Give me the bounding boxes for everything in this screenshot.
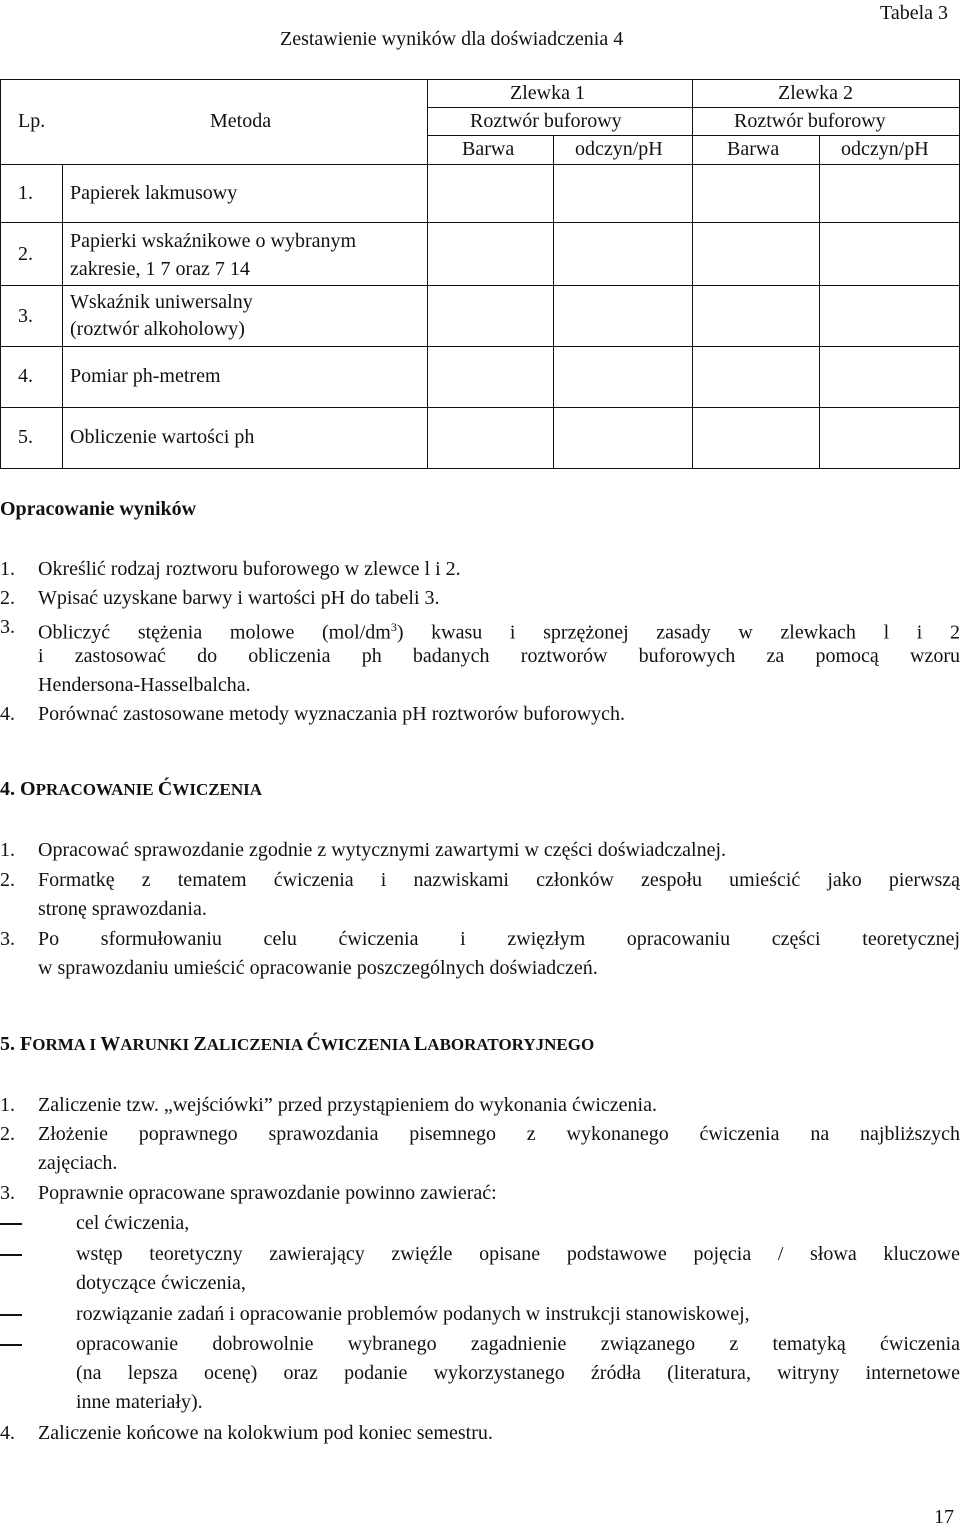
section-5-heading: 5. FORMA I WARUNKI ZALICZENIA ĆWICZENIA LABORATORYJNEGO [0,1033,595,1055]
item-text: Wpisać uzyskane barwy i wartości pH do tabeli 3. [38,587,440,609]
bullet-text-line2: (na lepsza ocenę) oraz podanie wykorzystanego źródła (literatura, witryny internetowe [76,1362,960,1384]
head-barwa2: Barwa [727,138,780,160]
page-number: 17 [934,1506,954,1528]
bullet-text-line1: opracowanie dobrowolnie wybranego zagadnienie związanego z tematyką ćwiczenia [76,1333,960,1355]
item-text-line1: Złożenie poprawnego sprawozdania pisemnego z wykonanego ćwiczenia na najbliższych [38,1123,960,1145]
opracowanie-item-3 [0,613,960,703]
item-text-line1: Formatkę z tematem ćwiczenia i nazwiskami członków zespołu umieścić jako pierwszą [38,869,960,891]
item-number: 3. [0,1182,15,1204]
row-1-lp: 1. [18,182,33,204]
bullet-text: cel ćwiczenia, [76,1212,190,1234]
dash-icon [0,1223,22,1225]
section-4-heading: 4. OPRACOWANIE ĆWICZENIA [0,778,263,800]
row-2-lp: 2. [18,243,33,265]
dash-icon [0,1254,22,1256]
head-lp: Lp. [18,110,46,132]
row-5-method: Obliczenie wartości ph [70,426,255,448]
item-text-line1: Obliczyć stężenia molowe $(mol/dm^3)$ kwasu i sprzężonej zasady w zlewkach l i 2 [38,620,960,644]
row-1-method: Papierek lakmusowy [70,182,238,204]
item-text: Zaliczenie końcowe na kolokwium pod koniec semestru. [38,1422,493,1444]
bullet-text-line1: wstęp teoretyczny zawierający zwięźle opisane podstawowe pojęcia / słowa kluczowe [76,1243,960,1265]
item-text: Zaliczenie tzw. „wejściówki” przed przystąpieniem do wykonania ćwiczenia. [38,1094,657,1116]
item-number: 4. [0,703,15,725]
item-number: 2. [0,869,15,891]
item-number: 4. [0,1422,15,1444]
item-text: Porównać zastosowane metody wyznaczania pH roztworów buforowych. [38,703,626,725]
row-3-method-line1: Wskaźnik uniwersalny [70,291,253,313]
row-3-lp: 3. [18,305,33,327]
row-3-method-line2: (roztwór alkoholowy) [70,318,245,340]
section-4-item-2 [0,866,960,924]
bullet-4 [0,1330,960,1418]
bullet-2 [0,1240,960,1298]
section-4-item-3 [0,925,960,983]
head-odczyn1: odczyn/pH [575,138,663,160]
row-2-method-line2: zakresie, 1 7 oraz 7 14 [70,258,250,280]
head-method: Metoda [210,110,272,132]
item-number: 3. [0,928,15,950]
item-number: 2. [0,1123,15,1145]
table-title: Zestawienie wyników dla doświadczenia 4 [280,28,624,50]
bullet-text: rozwiązanie zadań i opracowanie problemów podanych w instrukcji stanowiskowej, [76,1303,750,1325]
row-5-lp: 5. [18,426,33,448]
opracowanie-heading: Opracowanie wyników [0,498,197,520]
item-number: 3. [0,616,15,638]
item-number: 1. [0,1094,15,1116]
item-number: 2. [0,587,15,609]
item-text-line2: zajęciach. [38,1152,118,1174]
head-zlewka1: Zlewka 1 [510,82,585,104]
row-4-lp: 4. [18,365,33,387]
item-text-line1: Po sformułowaniu celu ćwiczenia i zwięzłym opracowaniu części teoretycznej [38,928,960,950]
bullet-text-line3: inne materiały). [76,1391,203,1413]
row-2-method-line1: Papierki wskaźnikowe o wybranym [70,230,357,252]
item-number: 1. [0,558,15,580]
head-roztwor2: Roztwór buforowy [734,110,886,132]
head-odczyn2: odczyn/pH [841,138,929,160]
section-5-item-2 [0,1120,960,1178]
item-text-line2: i zastosować do obliczenia ph badanych roztworów buforowych za pomocą wzoru [38,645,960,667]
row-4-method: Pomiar ph-metrem [70,365,221,387]
item-text-line3: Hendersona-Hasselbalcha. [38,674,251,696]
item-text-line2: w sprawozdaniu umieścić opracowanie poszczególnych doświadczeń. [38,957,598,979]
bullet-text-line2: dotyczące ćwiczenia, [76,1272,246,1294]
item-text: Poprawnie opracowane sprawozdanie powinno zawierać: [38,1182,497,1204]
item-number: 1. [0,839,15,861]
table-tag: Tabela 3 [880,2,949,24]
item-text: Określić rodzaj roztworu buforowego w zlewce l i 2. [38,558,461,580]
head-roztwor1: Roztwór buforowy [470,110,622,132]
dash-icon [0,1314,22,1316]
head-barwa1: Barwa [462,138,515,160]
item-text-line2: stronę sprawozdania. [38,898,207,920]
item-text: Opracować sprawozdanie zgodnie z wytycznymi zawartymi w części doświadczalnej. [38,839,727,861]
head-zlewka2: Zlewka 2 [778,82,853,104]
dash-icon [0,1344,22,1346]
